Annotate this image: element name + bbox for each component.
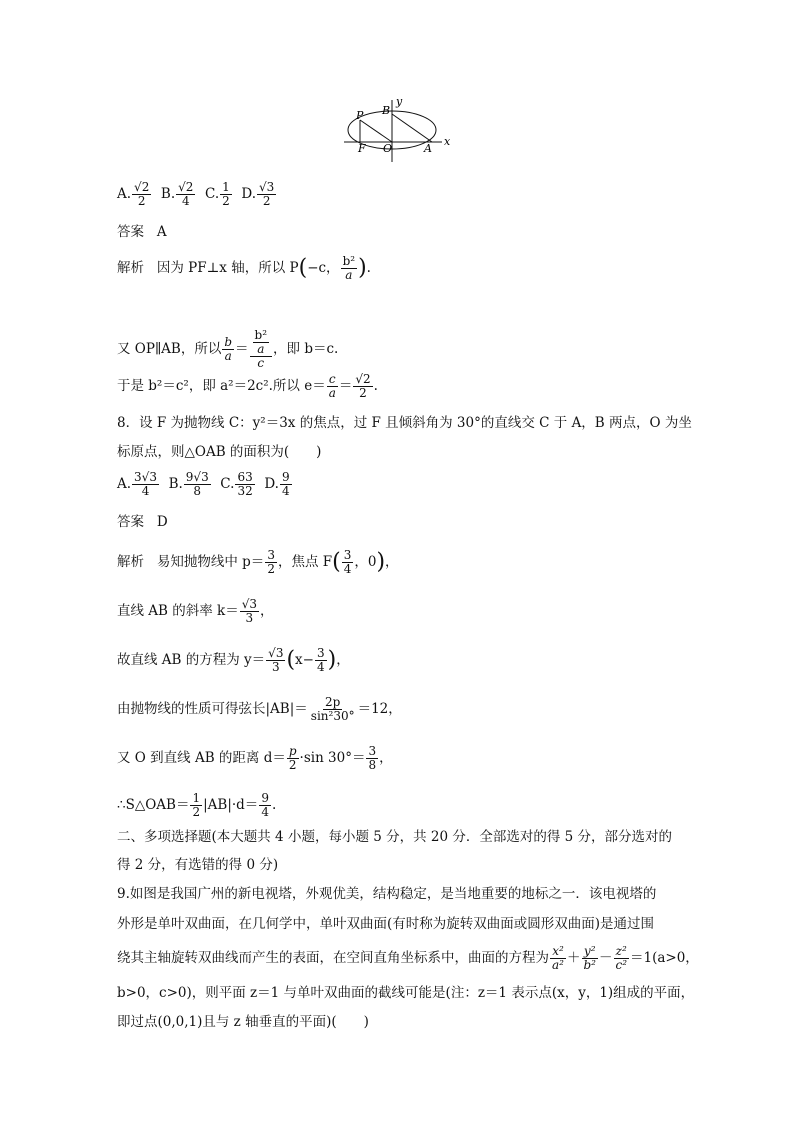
q8-option-c: $\frac{63}{32}$ xyxy=(237,470,253,498)
q9-line2: 外形是单叶双曲面，在几何学中，单叶双曲面(有时称为旋转双曲面或圆形双曲面)是通过围 xyxy=(117,916,655,932)
q8-analysis-line2: 直线 AB 的斜率 k＝ $\frac{√3}{3}$ ， xyxy=(117,597,274,625)
ellipse-figure xyxy=(340,92,460,164)
q7-analysis-line2: 又 OP∥AB，所以 $\frac{b}{a}$ ＝ $\frac{\frac{\text{b²}}{a}}{c}$ ，即 b＝c. xyxy=(117,328,339,370)
label-A: A xyxy=(424,142,432,155)
q8-option-a: $\frac{3√3}{4}$ xyxy=(134,470,157,498)
q7-option-c: $\frac{1}{2}$ xyxy=(222,180,230,208)
q7-option-b: $\frac{√2}{4}$ xyxy=(178,180,194,208)
section2-heading-line1: 二、多项选择题(本大题共 4 小题，每小题 5 分，共 20 分．全部选对的得 5 分，部分选对的 xyxy=(117,829,673,845)
q8-analysis-line4: 由抛物线的性质可得弦长|AB|＝ $\frac{2p}{\text{sin²30°}}$ ＝12， xyxy=(117,695,402,723)
q9-line1: 9.如图是我国广州的新电视塔，外观优美，结构稳定，是当地重要的地标之一．该电视塔的 xyxy=(117,886,657,902)
q8-answer: 答案 D xyxy=(117,514,168,530)
q8-analysis-line3: 故直线 AB 的方程为 y＝ $\frac{√3}{3}$ (x− $\frac{3}{4}$ )， xyxy=(117,646,350,674)
q8-option-d: $\frac{9}{4}$ xyxy=(281,470,290,498)
q8-options: A. $\frac{3√3}{4}$ B. $\frac{9√3}{8}$ C. $\frac{63}{32}$ D. $\frac{9}{4}$ xyxy=(117,470,290,498)
q7-options: A. $\frac{√2}{2}$ B. $\frac{√2}{4}$ C. $\frac{1}{2}$ D. $\frac{√3}{2}$ xyxy=(117,180,275,208)
q7-option-a: $\frac{√2}{2}$ xyxy=(134,180,150,208)
q9-line3: 绕其主轴旋转双曲线而产生的表面，在空间直角坐标系中，曲面的方程为 $\frac{\text{x²}}{\text{a²}}$ ＋ $\frac{\text{y²}}{\text{b²}}$ － $\frac{\text{z²}}{\text{c²}}$ ＝1(a>0， xyxy=(117,944,699,972)
q8-stem-line1: 8．设 F 为抛物线 C：y²＝3x 的焦点，过 F 且倾斜角为 30°的直线交 C 于 A，B 两点，O 为坐 xyxy=(117,415,692,431)
q7-option-d: $\frac{√3}{2}$ xyxy=(259,180,275,208)
label-F: F xyxy=(358,142,366,155)
q9-line5: 即过点(0,0,1)且与 z 轴垂直的平面)( ) xyxy=(117,1014,369,1030)
q7-analysis-line3: 于是 b²＝c²，即 a²＝2c².所以 e＝ $\frac{c}{a}$ ＝ $\frac{√2}{2}$ . xyxy=(117,372,378,400)
label-P: P xyxy=(356,109,364,122)
q8-analysis-line6: ∴S△OAB＝ $\frac{1}{2}$ |AB|·d＝ $\frac{9}{4}$ . xyxy=(117,791,277,819)
section2-heading-line2: 得 2 分，有选错的得 0 分) xyxy=(117,857,279,873)
q8-stem-line2: 标原点，则△OAB 的面积为( ) xyxy=(117,444,322,460)
q8-analysis-line5: 又 O 到直线 AB 的距离 d＝ $\frac{p}{2}$ ·sin 30°＝ $\frac{3}{8}$ ， xyxy=(117,744,393,772)
label-x: x xyxy=(444,135,451,148)
q7-answer: 答案 A xyxy=(117,224,167,240)
segment-op xyxy=(360,120,392,142)
label-y: y xyxy=(396,95,403,108)
q8-option-b: $\frac{9√3}{8}$ xyxy=(185,470,209,498)
q8-analysis-line1: 解析 易知抛物线中 p＝ $\frac{3}{2}$ ，焦点 F( $\frac{3}{4}$ ，0)， xyxy=(117,548,399,576)
label-O: O xyxy=(383,142,393,155)
label-B: B xyxy=(382,104,391,117)
q9-line4: b>0，c>0)，则平面 z＝1 与单叶双曲面的截线可能是(注：z＝1 表示点(x，y，1)组成的平面， xyxy=(117,985,695,1001)
q7-analysis-line1: 解析 因为 PF⊥x 轴，所以 P(−c， $\frac{\text{b²}}{a}$ ). xyxy=(117,254,371,282)
